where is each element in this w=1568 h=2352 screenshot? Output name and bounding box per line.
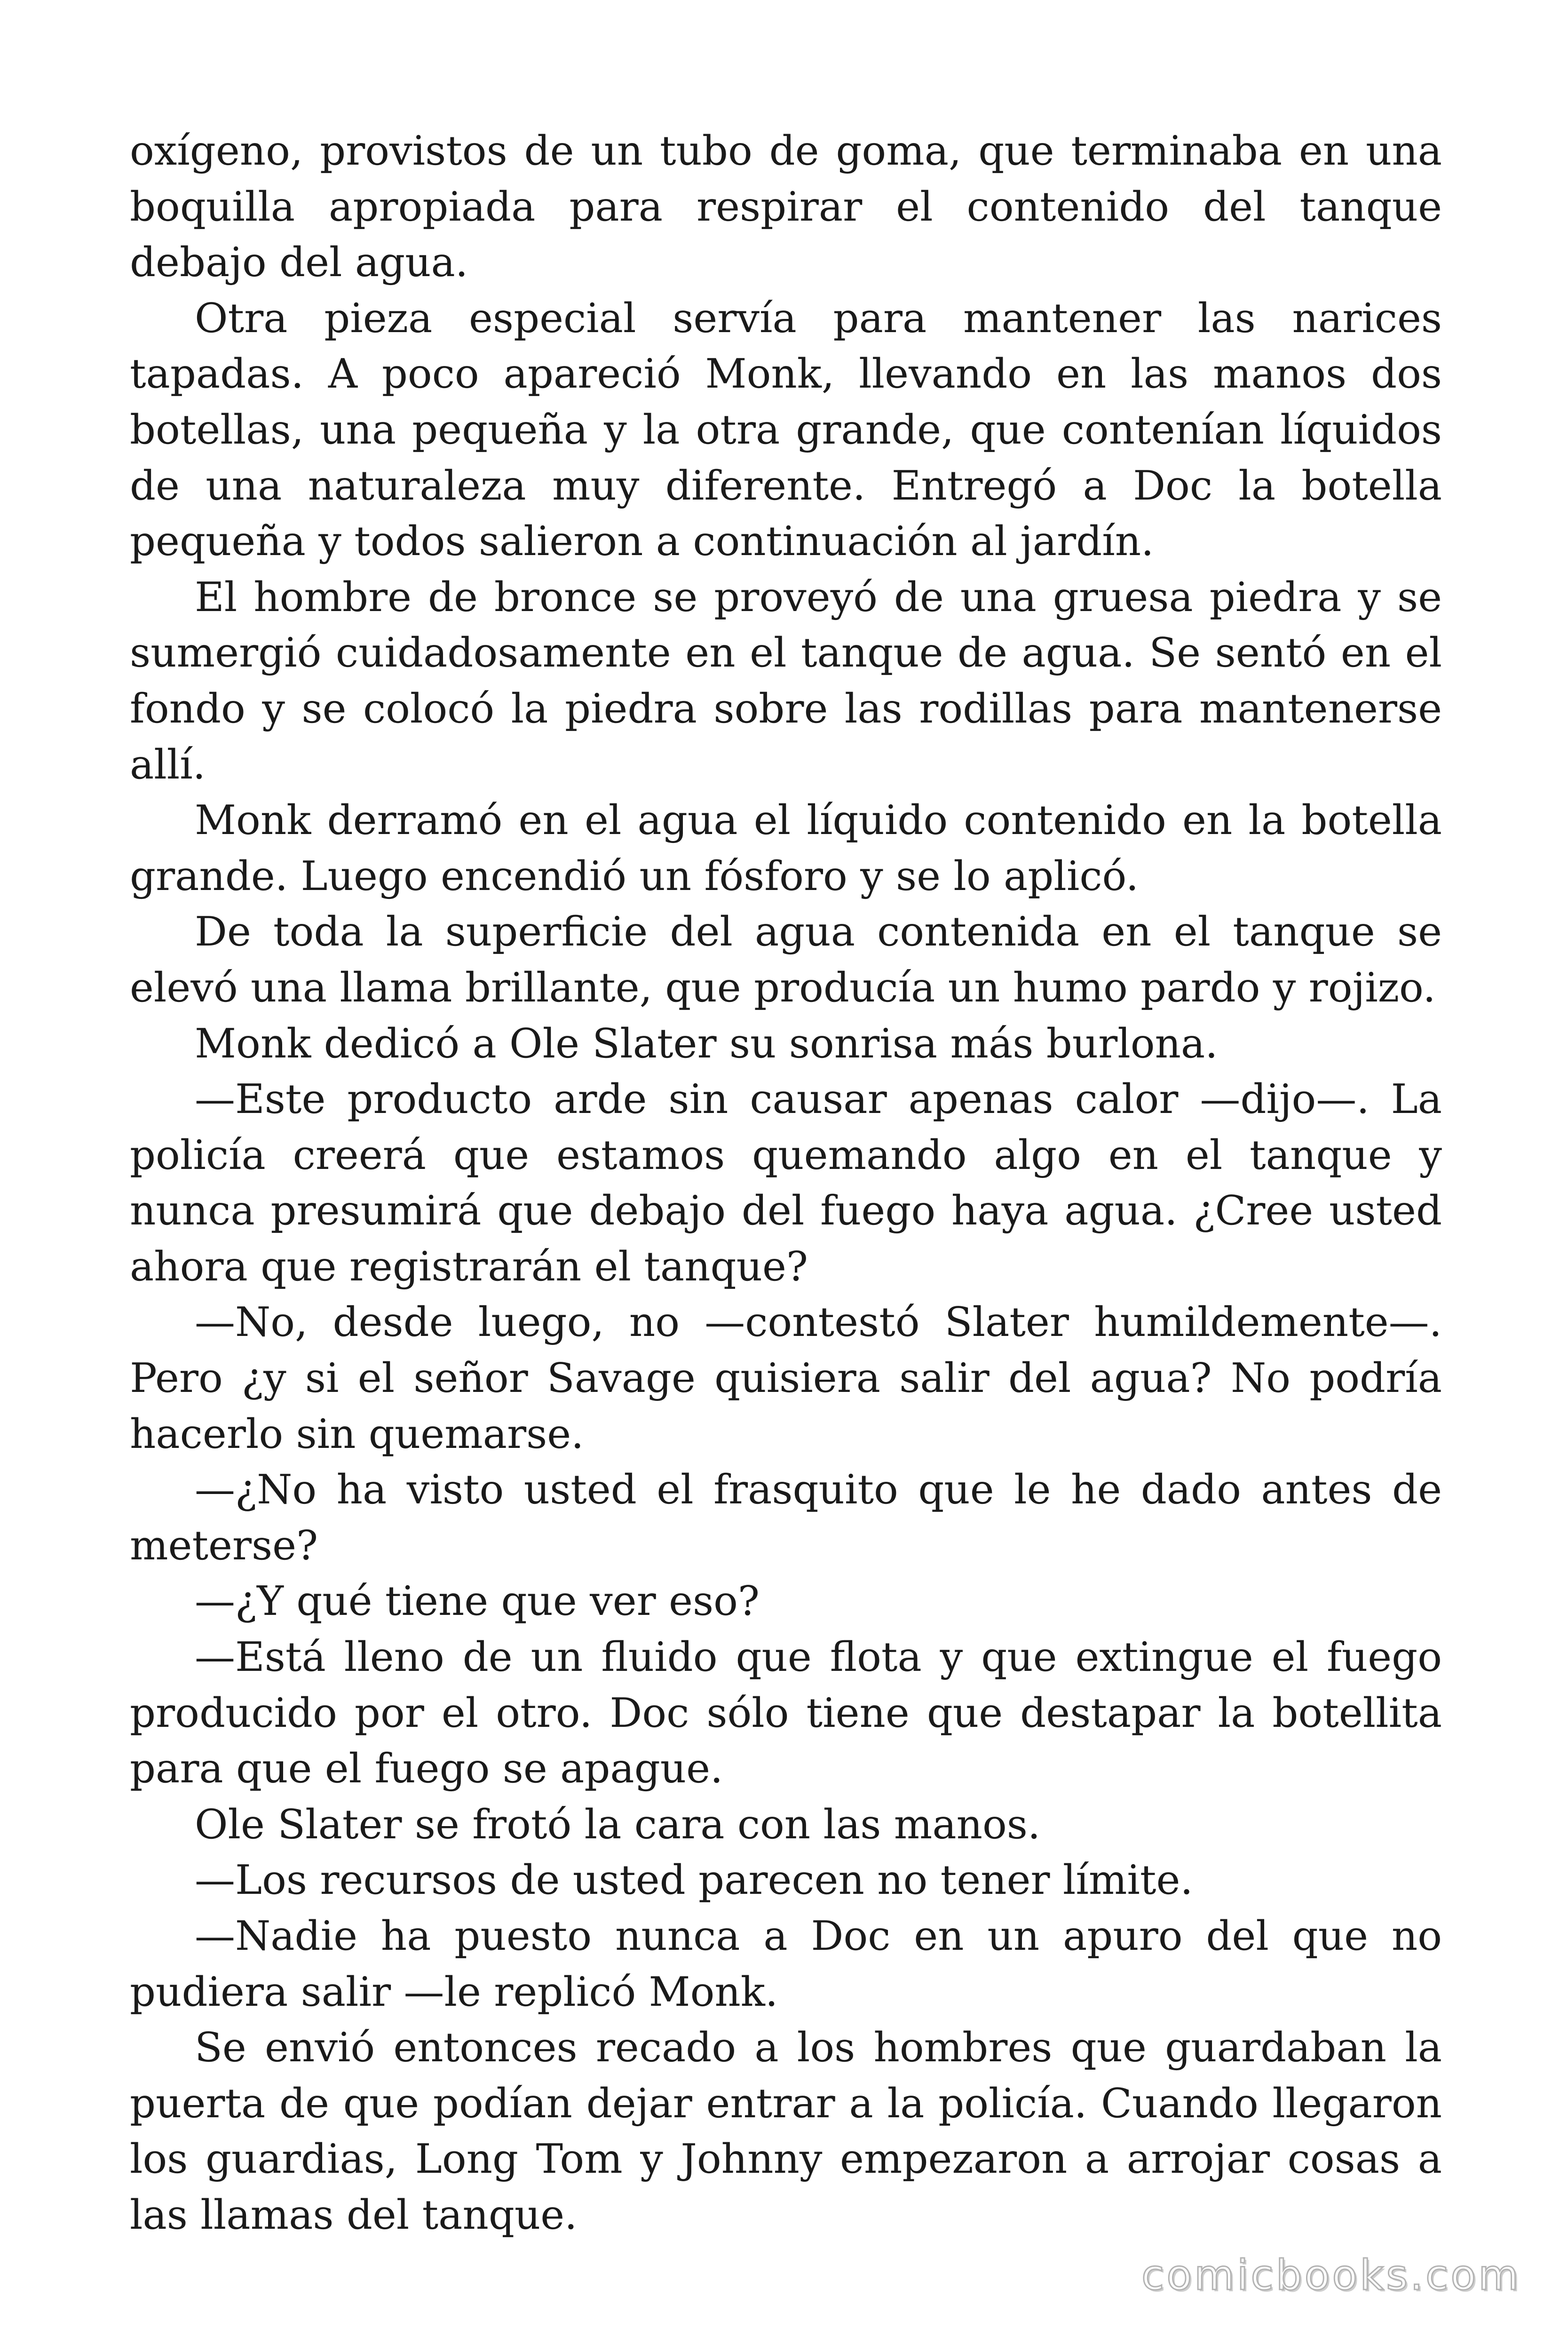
paragraph-11: —Está lleno de un fluido que flota y que extingue el fuego producido por el otro. Doc sólo tiene que destapar la botellita para que el fuego se apague. [130, 1634, 1442, 1793]
paragraph-5: De toda la superficie del agua contenida en el tanque se elevó una llama brillante, que producía un humo pardo y rojizo. [130, 908, 1442, 1011]
paragraph-10: —¿Y qué tiene que ver eso? [195, 1578, 760, 1625]
paragraph-7: —Este producto arde sin causar apenas calor —dijo—. La policía creerá que estamos quemando algo en el tanque y nunca presumirá que debajo del fuego haya agua. ¿Cree usted ahora que registrarán el tanque? [130, 1076, 1442, 1290]
page-body [130, 123, 1442, 2243]
paragraph-8: —No, desde luego, no —contestó Slater humildemente—. Pero ¿y si el señor Savage quisiera salir del agua? No podría hacerlo sin quemarse. [130, 1299, 1442, 1458]
paragraph-14: —Nadie ha puesto nunca a Doc en un apuro del que no pudiera salir —le replicó Monk. [130, 1913, 1442, 2016]
paragraph-12: Ole Slater se frotó la cara con las manos. [195, 1801, 1041, 1848]
paragraph-13: —Los recursos de usted parecen no tener límite. [195, 1857, 1193, 1904]
paragraph-2: Otra pieza especial servía para mantener las narices tapadas. A poco apareció Monk, llevando en las manos dos botellas, una pequeña y la otra grande, que contenían líquidos de una naturaleza muy diferente. Entregó a Doc la botella pequeña y todos salieron a continuación al jardín. [130, 294, 1442, 565]
paragraph-6: Monk dedicó a Ole Slater su sonrisa más burlona. [195, 1020, 1218, 1067]
paragraph-9: —¿No ha visto usted el frasquito que le he dado antes de meterse? [130, 1466, 1442, 1569]
watermark-logo: comicbooks.com [1141, 2251, 1521, 2299]
paragraph-15: Se envió entonces recado a los hombres que guardaban la puerta de que podían dejar entrar a la policía. Cuando llegaron los guardias, Long Tom y Johnny empezaron a arrojar cosas a las llamas del tanque. [130, 2024, 1442, 2239]
paragraph-1: oxígeno, provistos de un tubo de goma, que terminaba en una boquilla apropiada para respirar el contenido del tanque debajo del agua. [130, 127, 1442, 286]
paragraph-4: Monk derramó en el agua el líquido contenido en la botella grande. Luego encendió un fósforo y se lo aplicó. [130, 797, 1442, 900]
paragraph-3: El hombre de bronce se proveyó de una gruesa piedra y se sumergió cuidadosamente en el tanque de agua. Se sentó en el fondo y se colocó la piedra sobre las rodillas para mantenerse allí. [130, 573, 1442, 788]
